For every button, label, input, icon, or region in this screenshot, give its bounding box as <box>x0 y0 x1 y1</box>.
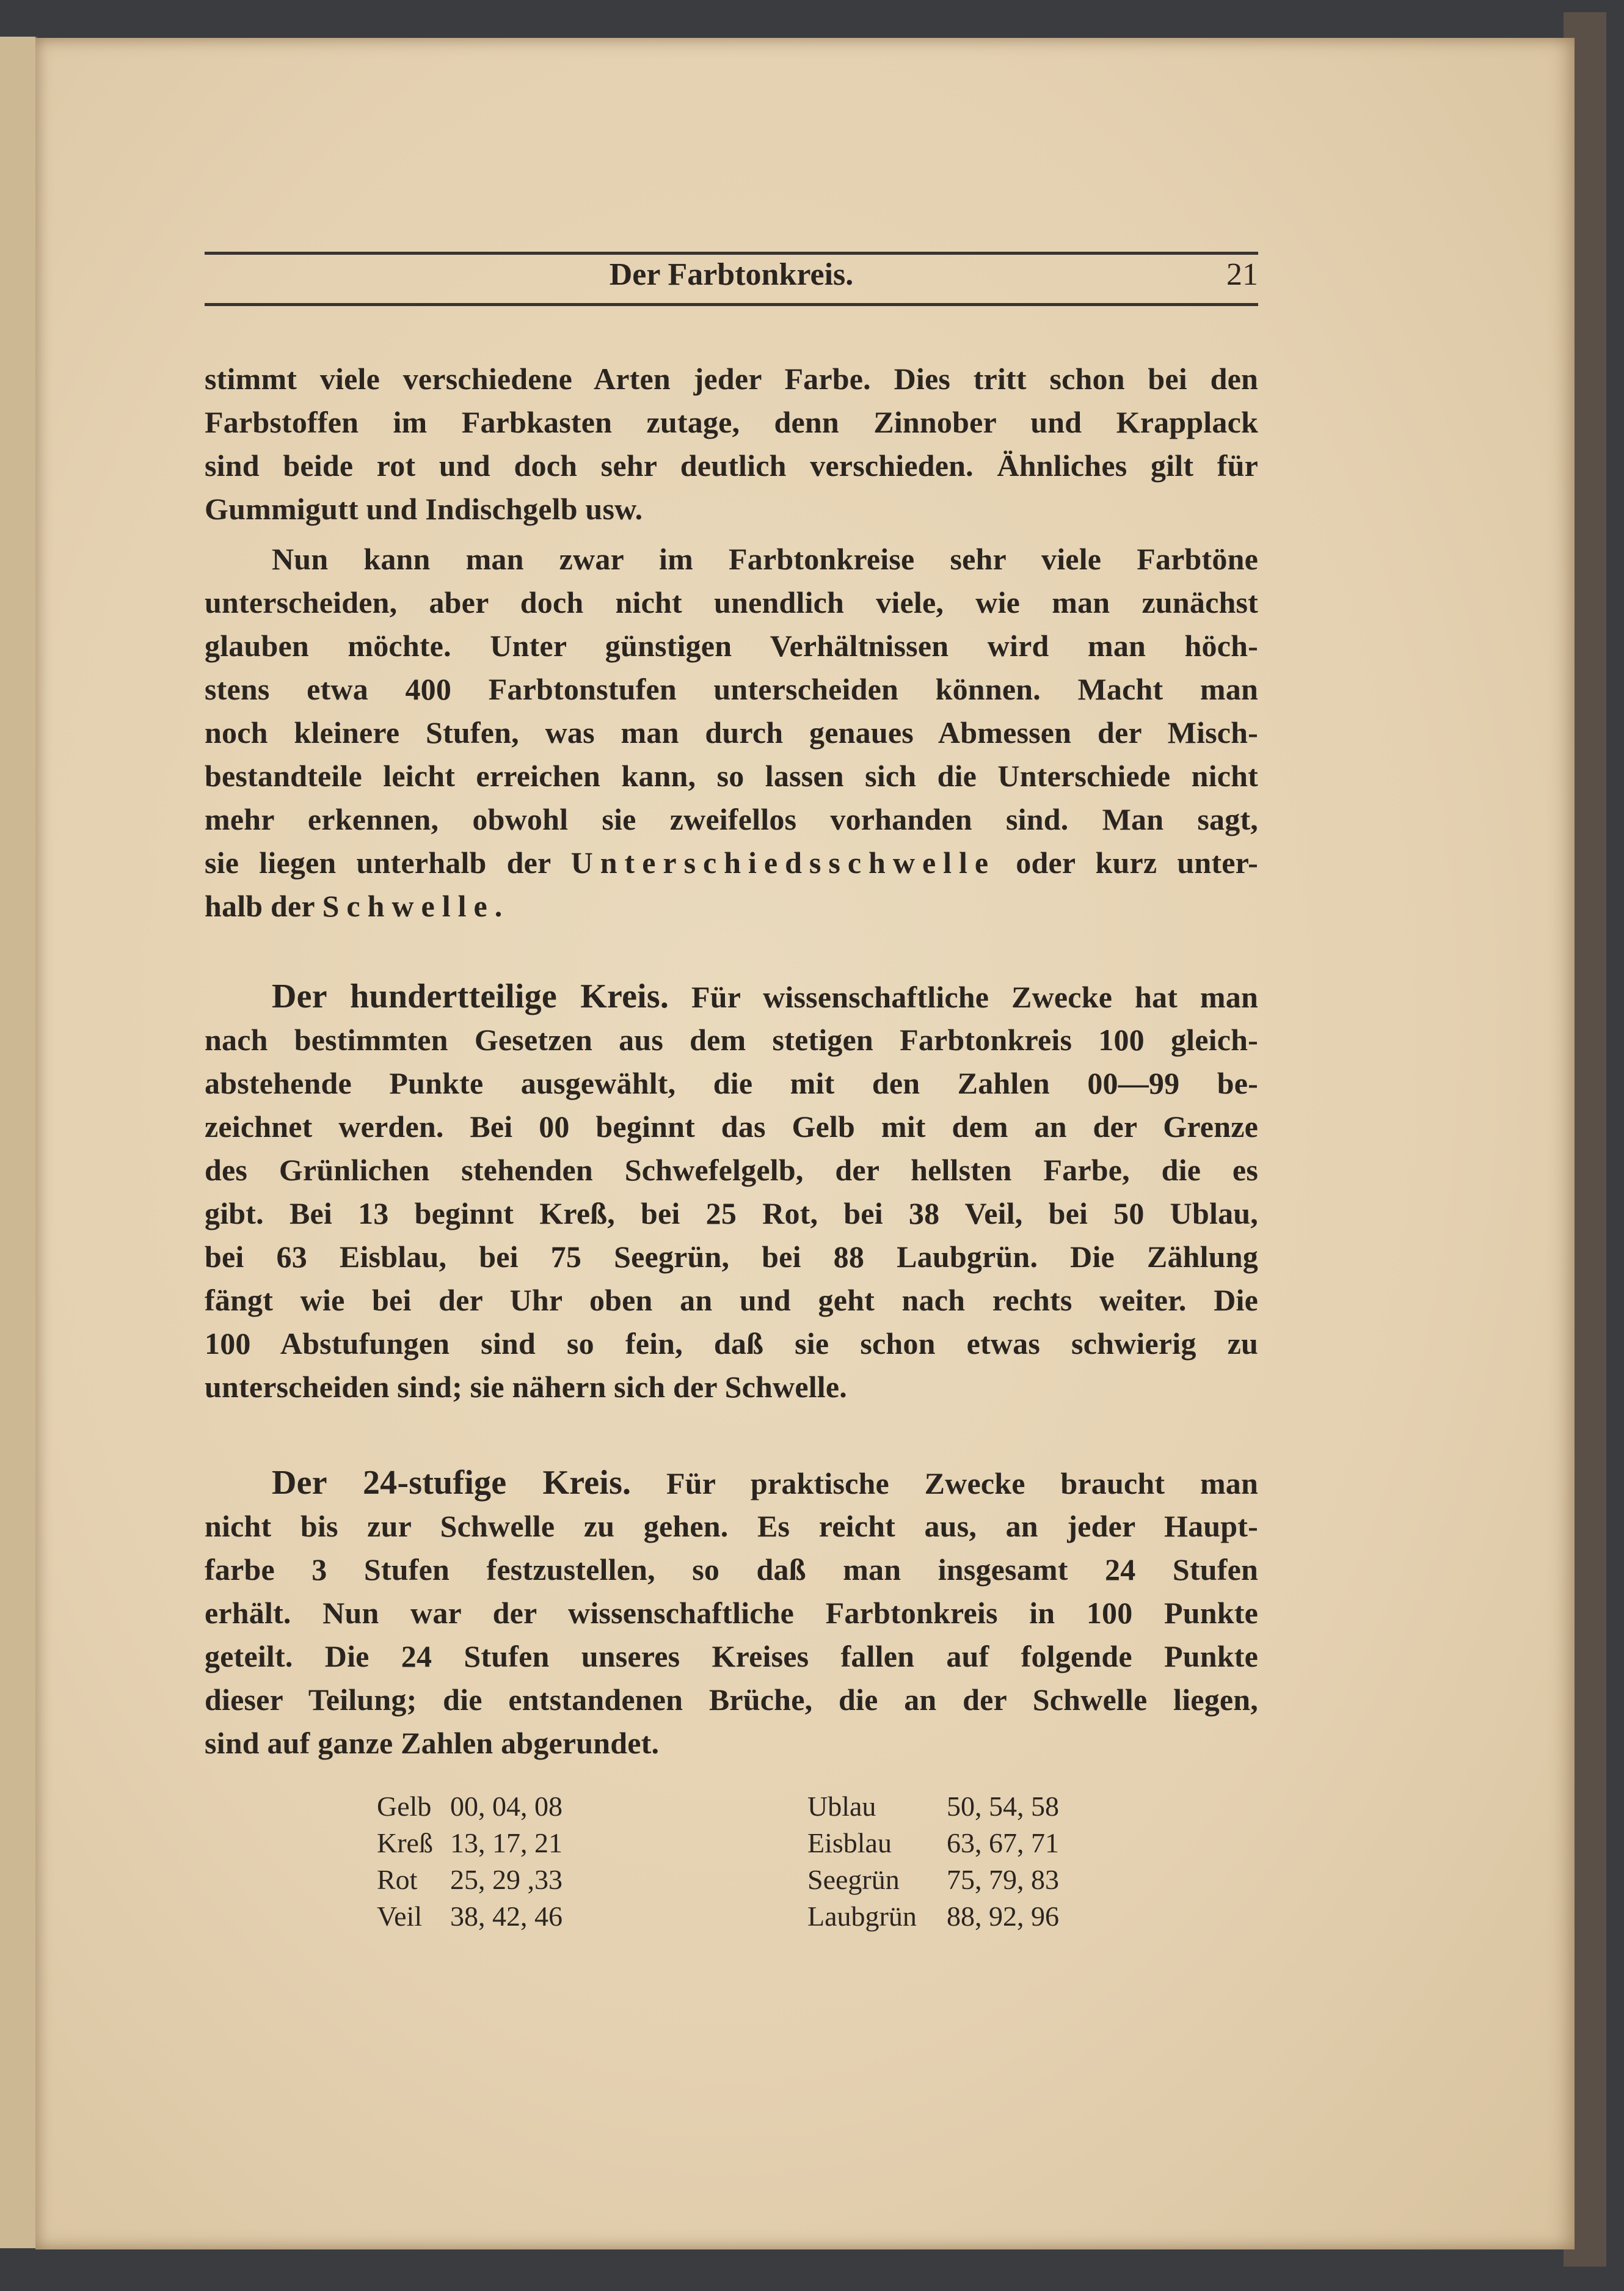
text-segment: Nun kann man zwar im Farbtonkreise sehr viele Farbtöne <box>272 542 1258 576</box>
text-line <box>205 841 1258 885</box>
text-line <box>205 668 1258 711</box>
text-segment: stimmt viele verschiedene Arten jeder Farbe. Dies tritt schon bei den <box>205 362 1258 396</box>
text-line <box>205 1192 1258 1235</box>
hue-values: 25, 29 ,33 <box>450 1864 563 1895</box>
text-line <box>205 538 1258 581</box>
text-line <box>205 975 1258 1018</box>
hue-values: 38, 42, 46 <box>450 1901 563 1932</box>
text-segment: 100 Abstufungen sind so fein, daß sie schon etwas schwierig zu <box>205 1326 1258 1361</box>
text-segment: noch kleinere Stufen, was man durch genaues Abmessen der Misch- <box>205 715 1258 750</box>
text-line <box>205 1591 1258 1635</box>
text-segment: bestandteile leicht erreichen kann, so lassen sich die Unterschiede nicht <box>205 759 1258 793</box>
text-segment: Für wissenschaftliche Zwecke hat man <box>669 980 1258 1014</box>
text-segment: dieser Teilung; die entstandenen Brüche, die an der Schwelle liegen, <box>205 1683 1258 1717</box>
header-rule-top <box>205 252 1258 255</box>
text-segment: geteilt. Die 24 Stufen unseres Kreises fallen auf folgende Punkte <box>205 1639 1258 1673</box>
paragraph <box>205 975 1258 1409</box>
text-segment: farbe 3 Stufen festzustellen, so daß man insgesamt 24 Stufen <box>205 1552 1258 1587</box>
page-number: 21 <box>1226 257 1258 292</box>
text-segment: nicht bis zur Schwelle zu gehen. Es reicht aus, an jeder Haupt- <box>205 1509 1258 1543</box>
text-line <box>205 1505 1258 1548</box>
text-line <box>205 798 1258 841</box>
emphasized-term: Schwelle. <box>322 889 510 923</box>
text-segment: glauben möchte. Unter günstigen Verhältnissen wird man höch- <box>205 629 1258 663</box>
text-segment: bei 63 Eisblau, bei 75 Seegrün, bei 88 Laubgrün. Die Zählung <box>205 1240 1258 1274</box>
text-line <box>205 1365 1258 1409</box>
running-header-title: Der Farbtonkreis. <box>609 257 854 292</box>
text-segment: sind auf ganze Zahlen abgerundet. <box>205 1726 660 1760</box>
color-name: Kreß <box>377 1827 433 1858</box>
paragraph <box>205 538 1258 928</box>
text-segment: Für praktische Zwecke braucht man <box>631 1466 1258 1500</box>
text-segment: abstehende Punkte ausgewählt, die mit den Zahlen 00—99 be- <box>205 1066 1258 1100</box>
text-line <box>205 711 1258 755</box>
hue-values: 88, 92, 96 <box>947 1901 1059 1932</box>
text-segment: mehr erkennen, obwohl sie zweifellos vorhanden sind. Man sagt, <box>205 802 1258 836</box>
text-line <box>205 1235 1258 1279</box>
color-name: Seegrün <box>807 1864 900 1895</box>
header-rule-bottom <box>205 303 1258 306</box>
hue-values: 13, 17, 21 <box>450 1827 563 1858</box>
color-name: Eisblau <box>807 1827 892 1858</box>
text-segment: stens etwa 400 Farbtonstufen unterscheiden können. Macht man <box>205 672 1258 706</box>
section-heading: Der hundertteilige Kreis. <box>272 977 669 1015</box>
section-heading: Der 24-stufige Kreis. <box>272 1464 632 1502</box>
text-line <box>205 1548 1258 1591</box>
text-line <box>205 1105 1258 1149</box>
text-segment: nach bestimmten Gesetzen aus dem stetigen Farbtonkreis 100 gleich- <box>205 1023 1258 1057</box>
text-segment: halb der <box>205 889 322 923</box>
text-line <box>205 1322 1258 1365</box>
text-line <box>205 1018 1258 1062</box>
text-line <box>205 624 1258 668</box>
text-line <box>205 357 1258 401</box>
text-segment: Farbstoffen im Farbkasten zutage, denn Zinnober und Krapplack <box>205 405 1258 439</box>
text-segment: erhält. Nun war der wissenschaftliche Farbtonkreis in 100 Punkte <box>205 1596 1258 1630</box>
text-line <box>205 885 1258 928</box>
color-name: Ublau <box>807 1791 876 1822</box>
text-line <box>205 1461 1258 1505</box>
text-segment: fängt wie bei der Uhr oben an und geht nach rechts weiter. Die <box>205 1283 1258 1317</box>
text-segment: oder kurz unter- <box>996 846 1258 880</box>
hue-values: 00, 04, 08 <box>450 1791 563 1822</box>
facing-page-edge <box>0 37 37 2248</box>
text-segment: zeichnet werden. Bei 00 beginnt das Gelb mit dem an der Grenze <box>205 1109 1258 1144</box>
text-line <box>205 1635 1258 1678</box>
text-line <box>205 1062 1258 1105</box>
text-segment: des Grünlichen stehenden Schwefelgelb, der hellsten Farbe, die es <box>205 1153 1258 1187</box>
hue-values: 75, 79, 83 <box>947 1864 1059 1895</box>
text-line <box>205 755 1258 798</box>
text-segment: sie liegen unterhalb der <box>205 846 571 880</box>
text-line <box>205 581 1258 624</box>
paragraph <box>205 1461 1258 1765</box>
text-line <box>205 1722 1258 1765</box>
color-name: Gelb <box>377 1791 432 1822</box>
paragraph <box>205 357 1258 531</box>
text-segment: Gummigutt und Indischgelb usw. <box>205 492 643 526</box>
text-line <box>205 1678 1258 1722</box>
color-name: Rot <box>377 1864 418 1895</box>
text-line <box>205 1279 1258 1322</box>
text-segment: gibt. Bei 13 beginnt Kreß, bei 25 Rot, bei 38 Veil, bei 50 Ublau, <box>205 1196 1258 1230</box>
emphasized-term: Unterschiedsschwelle <box>570 846 996 880</box>
text-segment: unterscheiden, aber doch nicht unendlich viele, wie man zunächst <box>205 585 1258 619</box>
color-name: Veil <box>377 1901 423 1932</box>
text-line <box>205 488 1258 531</box>
hue-values: 63, 67, 71 <box>947 1827 1059 1858</box>
text-segment: unterscheiden sind; sie nähern sich der Schwelle. <box>205 1370 847 1404</box>
text-line <box>205 401 1258 444</box>
text-segment: sind beide rot und doch sehr deutlich verschieden. Ähnliches gilt für <box>205 448 1258 483</box>
text-line <box>205 444 1258 488</box>
hue-values: 50, 54, 58 <box>947 1791 1059 1822</box>
color-name: Laubgrün <box>807 1901 917 1932</box>
text-line <box>205 1149 1258 1192</box>
